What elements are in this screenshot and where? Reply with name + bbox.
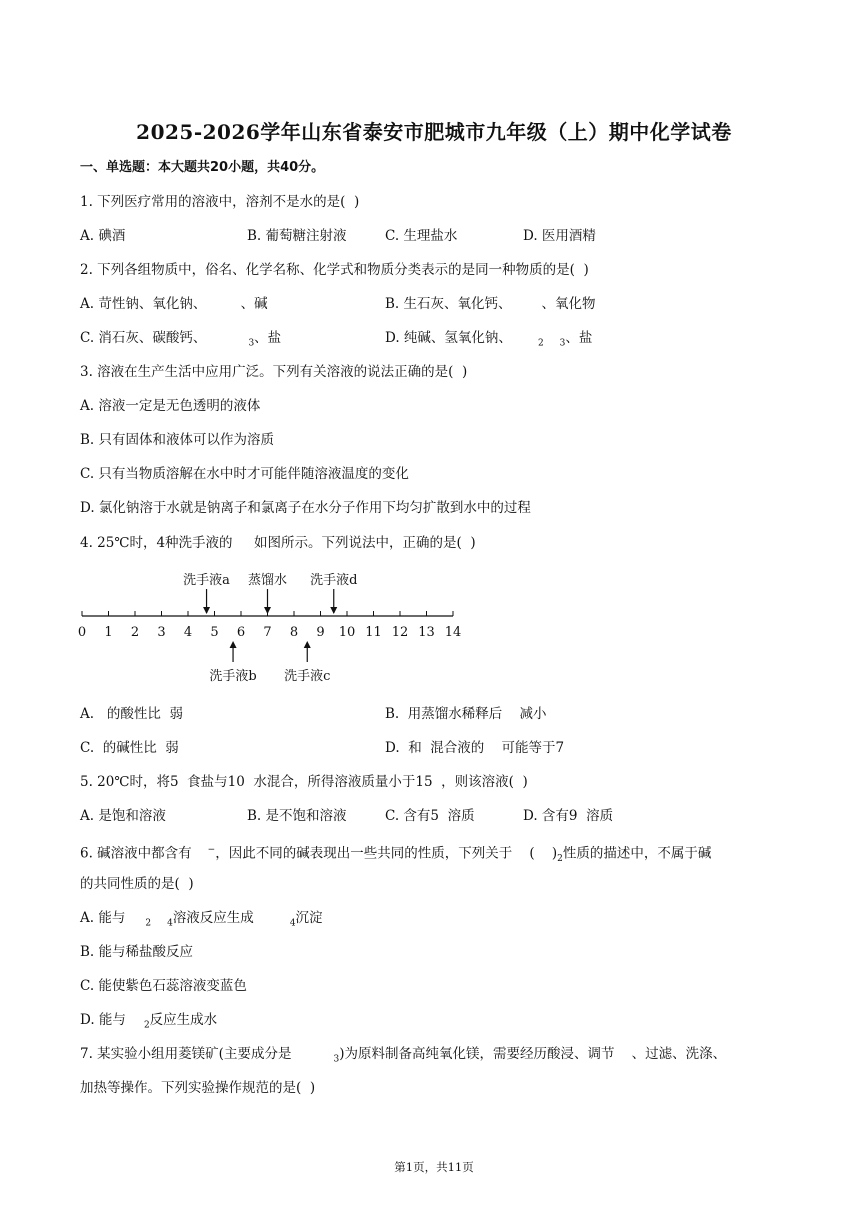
arrow-head (203, 607, 210, 614)
ph-label-c: 洗手液c (284, 669, 331, 684)
question-2-option-c: C. 消石灰、碳酸钙、 $_3$、盐 (80, 330, 282, 349)
question-4-stem: 4. 25℃时，4种洗手液的 如图所示。下列说法中，正确的是( ) (80, 535, 476, 551)
arrow-head (304, 641, 311, 648)
question-2-option-b: B. 生石灰、氧化钙、 、氧化物 (385, 296, 596, 312)
question-5-option-b: B. 是不饱和溶液 (247, 808, 347, 824)
page-footer: 第1页，共11页 (394, 1160, 474, 1174)
question-3-option-c: C. 只有当物质溶解在水中时才可能伴随溶液温度的变化 (80, 466, 409, 482)
ph-tick-label: 1 (104, 625, 113, 640)
ph-tick-label: 5 (210, 625, 219, 640)
ph-tick-label: 4 (183, 625, 193, 640)
question-5-option-a: A. 是饱和溶液 (80, 808, 166, 824)
question-6-option-c: C. 能使紫色石蕊溶液变蓝色 (80, 978, 247, 994)
ph-tick-label: 10 (338, 625, 356, 640)
question-5-option-d: D. 含有9 溶质 (523, 808, 614, 824)
ph-scale-figure (70, 562, 470, 694)
question-6-stem: 6. 碱溶液中都含有 −，因此不同的碱表现出一些共同的性质，下列关于 ( )$_2$性质的描述中，不属于碱 (80, 845, 712, 865)
question-6-option-d: D. 能与 $_2$反应生成水 (80, 1012, 218, 1031)
question-4-option-a: A. 的酸性比 弱 (80, 706, 183, 722)
ph-tick-label: 11 (365, 625, 382, 640)
question-3-option-b: B. 只有固体和液体可以作为溶质 (80, 432, 275, 448)
ph-tick-label: 7 (263, 625, 272, 640)
question-1-option-d: D. 医用酒精 (523, 228, 596, 244)
question-3-stem: 3. 溶液在生产生活中应用广泛。下列有关溶液的说法正确的是( ) (80, 364, 468, 380)
question-3-option-d: D. 氯化钠溶于水就是钠离子和氯离子在水分子作用下均匀扩散到水中的过程 (80, 500, 531, 516)
question-5-option-c: C. 含有5 溶质 (385, 808, 475, 824)
ph-tick-label: 0 (77, 625, 87, 640)
question-4-option-c: C. 的碱性比 弱 (80, 740, 179, 756)
question-3-option-a: A. 溶液一定是无色透明的液体 (80, 398, 261, 414)
ph-label-b: 洗手液b (209, 669, 257, 684)
question-4-option-d: D. 和 混合液的 可能等于7 (385, 740, 565, 756)
ph-tick-label: 2 (130, 625, 140, 640)
question-2-stem: 2. 下列各组物质中，俗名、化学名称、化学式和物质分类表示的是同一种物质的是( ) (80, 262, 589, 278)
question-6-option-b: B. 能与稀盐酸反应 (80, 944, 194, 960)
ph-tick-label: 9 (316, 625, 325, 640)
ph-tick-label: 14 (444, 625, 462, 640)
question-7-stem-line2: 加热等操作。下列实验操作规范的是( ) (80, 1080, 316, 1096)
question-2-option-a: A. 苛性钠、氧化钠、 、碱 (80, 296, 268, 312)
question-4-option-b: B. 用蒸馏水稀释后 减小 (385, 706, 547, 722)
question-1-option-a: A. 碘酒 (80, 228, 126, 244)
page-title: 2025-2026学年山东省泰安市肥城市九年级（上）期中化学试卷 (136, 120, 732, 144)
ph-label-d: 洗手液d (310, 573, 358, 588)
ph-label-a: 洗手液a (183, 573, 230, 588)
ph-axis (78, 572, 461, 684)
question-1-stem: 1. 下列医疗常用的溶液中，溶剂不是水的是( ) (80, 194, 360, 210)
ph-label-water: 蒸馏水 (247, 573, 288, 588)
arrow-head (330, 607, 337, 614)
question-7-stem: 7. 某实验小组用菱镁矿(主要成分是 $_3$)为原料制备高纯氧化镁，需要经历酸浸、调节 、过滤、洗涤、 (80, 1046, 727, 1065)
question-6-option-a: A. 能与 $_2$ $_4$溶液反应生成 $_4$沉淀 (80, 910, 323, 929)
ph-tick-label: 8 (289, 625, 299, 640)
ph-tick-label: 13 (418, 625, 435, 640)
ph-tick-label: 12 (391, 625, 409, 640)
arrow-head (264, 607, 271, 614)
question-6-stem-line2: 的共同性质的是( ) (80, 876, 194, 892)
question-1-option-b: B. 葡萄糖注射液 (247, 228, 347, 244)
question-1-option-c: C. 生理盐水 (385, 228, 458, 244)
ph-tick-label: 6 (236, 625, 246, 640)
question-5-stem: 5. 20℃时，将5 食盐与10 水混合，所得溶液质量小于15 ，则该溶液( ) (80, 774, 528, 790)
question-2-option-d: D. 纯碱、氢氧化钠、 $_2$ $_3$、盐 (385, 330, 593, 349)
arrow-head (230, 641, 237, 648)
ph-tick-label: 3 (157, 625, 166, 640)
section-heading: 一、单选题：本大题共20小题，共40分。 (80, 160, 325, 175)
